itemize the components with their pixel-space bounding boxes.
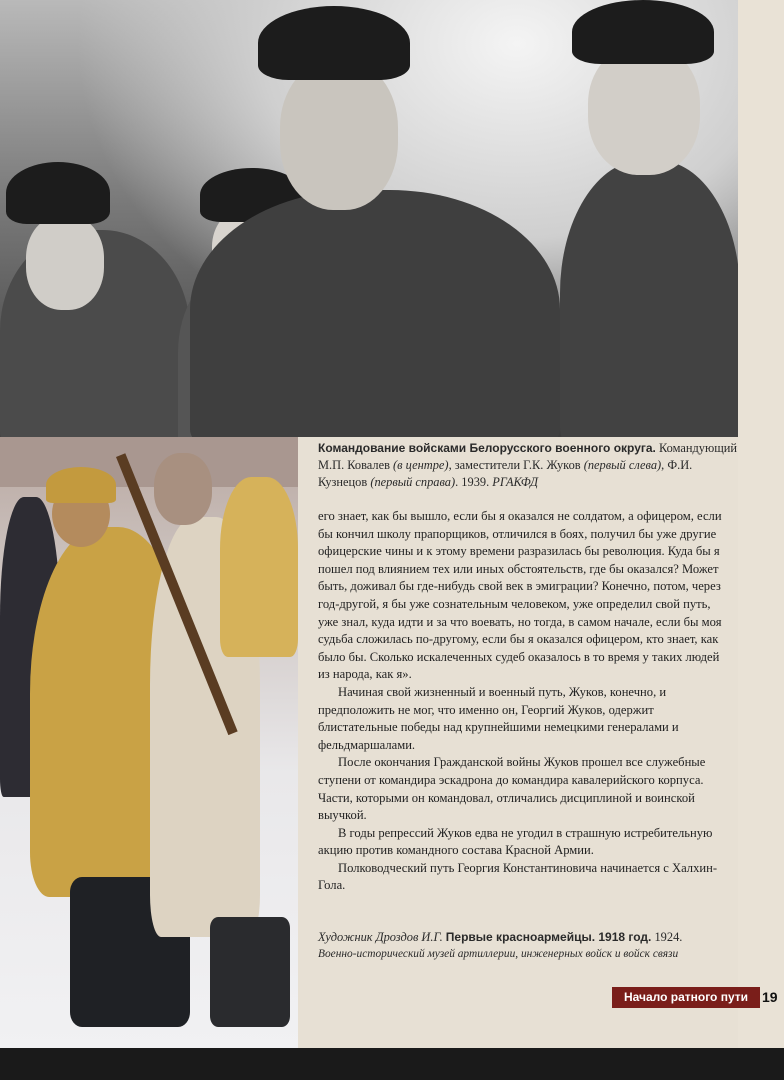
caption-text: . 1939.	[455, 475, 493, 489]
caption-note: (первый слева)	[583, 458, 662, 472]
caption-text: Командующий М.П. Ковалев	[318, 441, 738, 472]
painting-credit	[318, 929, 728, 963]
caption-note: (в центре)	[393, 458, 449, 472]
commanders-photo	[0, 0, 738, 437]
article-body	[318, 508, 726, 895]
painting-title: Первые красноармейцы. 1918 год.	[445, 930, 652, 944]
painting-year: 1924.	[651, 930, 683, 944]
caption-note: (первый справа)	[370, 475, 456, 489]
page-number: 19	[762, 989, 778, 1005]
caption-text: , Ф.И. Кузнецов	[318, 458, 693, 489]
painting-first-red-army-soldiers	[0, 437, 298, 1048]
paragraph: его знает, как бы вышло, если бы я оказался не солдатом, а офицером, если бы кончил школу прапорщиков, отличился в боях, получил бы уже другие офицерские чины и к этому времени разразилась бы революция. Куда бы я пошел под влиянием тех или иных обстоятельств, где бы оказался? Может быть, доживал бы где-нибудь свой век в эмиграции? Конечно, потом, через год-другой, я бы уже сознательным человеком, уже определил свой путь, уже знал, куда идти и за что воевать, но тогда, в самом начале, если бы моя судьба сложилась по-другому, если бы я оказался офицером, кто знает, как было бы. Сколько искалеченных судеб оказалось в то время у таких людей из народа, как я».	[318, 509, 722, 682]
museum-name: Военно-исторический музей артиллерии, инженерных войск и войск связи	[318, 948, 679, 960]
caption-text: , заместители Г.К. Жуков	[448, 458, 584, 472]
caption-title: Командование войсками Белорусского военного округа.	[318, 441, 656, 455]
paragraph: Начиная свой жизненный и военный путь, Жуков, конечно, и предположить не мог, что именно он, Георгий Жуков, одержит блистательные победы над крупнейшими немецкими генералами и фельдмаршалами.	[318, 684, 679, 752]
photo-caption	[318, 440, 738, 491]
page-margin	[738, 0, 784, 1048]
section-title: Начало ратного пути	[612, 987, 760, 1008]
paragraph: В годы репрессий Жуков едва не угодил в страшную истребительную акцию против командного состава Красной Армии.	[318, 825, 713, 858]
paragraph: После окончания Гражданской войны Жуков прошел все служебные ступени от командира эскадрона до командира кавалерийского корпуса. Части, которыми он командовал, отличались дисциплиной и воинской выучкой.	[318, 755, 706, 823]
artist-name: Художник Дроздов И.Г.	[318, 930, 443, 944]
caption-source: РГАКФД	[492, 475, 539, 489]
paragraph: Полководческий путь Георгия Константиновича начинается с Халхин-Гола.	[318, 860, 718, 893]
